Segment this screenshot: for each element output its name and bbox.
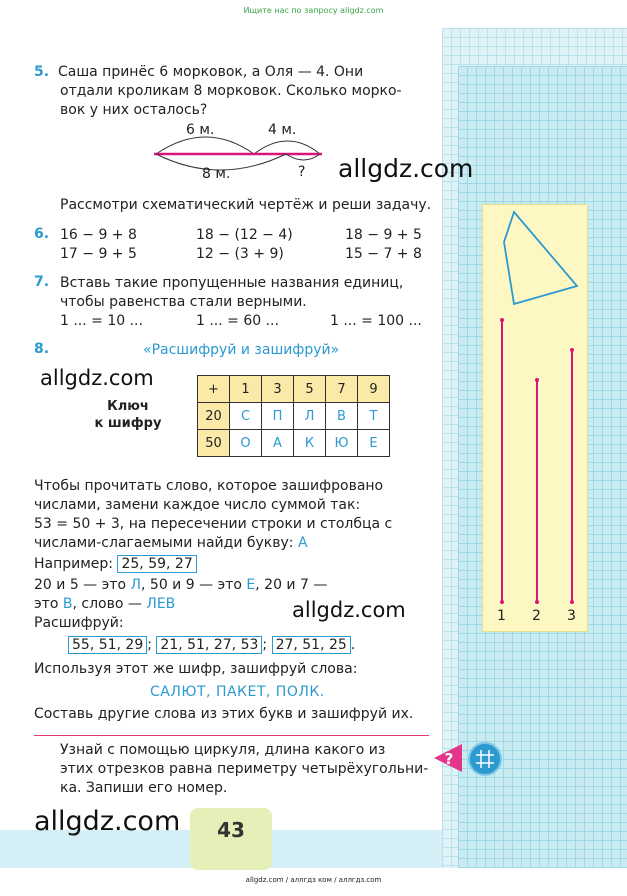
separator-line — [34, 735, 429, 736]
compose-instruction: Составь другие слова из этих букв и зашифруй их. — [34, 706, 414, 722]
task7-eq-3: 1 ... = 100 ... — [330, 313, 422, 329]
ex-letter: Л — [130, 577, 142, 593]
segments-figure — [482, 204, 588, 632]
para-line4 — [34, 534, 434, 553]
cipher-cell: 7 — [326, 376, 358, 403]
bonus-line2: этих отрезков равна периметру четырёхугольни- — [60, 761, 429, 777]
cipher-cell: 50 — [198, 430, 230, 457]
example-explanation-2 — [34, 595, 175, 614]
cipher-key-label-2: к шифру — [94, 416, 162, 431]
ex-text: 20 и 5 — это — [34, 577, 131, 593]
segment-label-3: 3 — [567, 608, 576, 624]
task6-expr-5: 12 − (3 + 9) — [196, 246, 284, 262]
cipher-cell: К — [294, 430, 326, 457]
page-number: 43 — [217, 818, 245, 842]
cipher-key-label — [74, 398, 182, 432]
cipher-cell: С — [230, 403, 262, 430]
ex-letter: В — [62, 596, 73, 612]
example-label: Например: — [34, 556, 114, 572]
bonus-line1: Узнай с помощью циркуля, длина какого из — [60, 742, 386, 758]
cipher-header-row — [198, 376, 390, 403]
task8-title: «Расшифруй и зашифруй» — [143, 342, 340, 358]
question-icon — [434, 744, 462, 772]
example-line — [34, 555, 197, 574]
code-1: 55, 51, 29 — [68, 636, 147, 654]
task7-eq-1: 1 ... = 10 ... — [60, 313, 143, 329]
decode-codes: 55, 51, 29 ; 21, 51, 27, 53 ; 27, 51, 25 . — [68, 636, 355, 655]
watermark: allgdz.com — [40, 366, 154, 390]
segment-label-1: 1 — [497, 608, 506, 624]
cipher-key-label-1: Ключ — [107, 399, 149, 414]
header-link[interactable]: Ищите нас по запросу allgdz.com — [243, 6, 384, 15]
cipher-row-20 — [198, 403, 390, 430]
bonus-line3: ка. Запиши его номер. — [60, 780, 228, 796]
cipher-cell: П — [262, 403, 294, 430]
task7-number: 7. — [34, 274, 50, 290]
footer-link[interactable]: allgdz.com / аллгдз ком / аллгдз.com — [245, 876, 382, 884]
task6-expr-2: 18 − (12 − 4) — [196, 227, 293, 243]
task6-expr-1: 16 − 9 + 8 — [60, 227, 137, 243]
watermark: allgdz.com — [338, 154, 474, 183]
diagram-label-question: ? — [298, 164, 306, 180]
task6-expr-3: 18 − 9 + 5 — [345, 227, 422, 243]
code-3: 27, 51, 25 — [272, 636, 351, 654]
task7-line1: Вставь такие пропущенные названия единиц, — [60, 275, 404, 291]
para-answer-letter: А — [297, 535, 308, 551]
task5-line3: вок у них осталось? — [60, 102, 208, 118]
ex-letter: Е — [246, 577, 256, 593]
decode-label: Расшифруй: — [34, 615, 124, 631]
task7-eq-2: 1 ... = 60 ... — [196, 313, 279, 329]
para-line2: числами, замени каждое число суммой так: — [34, 497, 361, 513]
cipher-table — [197, 375, 390, 457]
task6-expr-6: 15 − 7 + 8 — [345, 246, 422, 262]
ex-text: это — [34, 596, 63, 612]
para-line3: 53 = 50 + 3, на пересечении строки и столбца с — [34, 516, 393, 532]
cipher-row-50 — [198, 430, 390, 457]
code-2: 21, 51, 27, 53 — [156, 636, 262, 654]
encode-words: САЛЮТ, ПАКЕТ, ПОЛК. — [150, 684, 325, 700]
task5-line1: Саша принёс 6 морковок, а Оля — 4. Они — [57, 64, 364, 80]
para-line1: Чтобы прочитать слово, которое зашифровано — [34, 478, 384, 494]
task7-line2: чтобы равенства стали верными. — [60, 294, 307, 310]
cipher-cell: Т — [358, 403, 390, 430]
encode-label: Используя этот же шифр, зашифруй слова: — [34, 661, 358, 677]
diagram-label-4: 4 м. — [268, 122, 297, 138]
cipher-cell: 9 — [358, 376, 390, 403]
cipher-cell: О — [230, 430, 262, 457]
task5-number: 5. — [34, 64, 50, 80]
cipher-cell: Е — [358, 430, 390, 457]
task6-number: 6. — [34, 226, 50, 242]
cipher-cell: А — [262, 430, 294, 457]
ex-text: , 20 и 7 — — [255, 577, 328, 593]
task5-text — [34, 63, 434, 120]
ex-word: ЛЕВ — [146, 596, 176, 612]
watermark: allgdz.com — [292, 598, 406, 622]
diagram-label-8: 8 м. — [202, 166, 231, 182]
task5-instruction: Рассмотри схематический чертёж и реши задачу. — [60, 197, 432, 213]
cipher-cell: Л — [294, 403, 326, 430]
quadrilateral-shape — [504, 212, 577, 304]
svg-text:?: ? — [444, 750, 454, 768]
task5-line2: отдали кроликам 8 морковок. Сколько морко- — [60, 83, 402, 99]
example-explanation-1 — [34, 576, 327, 595]
cipher-cell: 20 — [198, 403, 230, 430]
task8-paragraph — [34, 477, 434, 553]
watermark: allgdz.com — [34, 806, 181, 837]
diagram-label-6: 6 м. — [186, 122, 215, 138]
ex-text: , 50 и 9 — это — [141, 577, 247, 593]
para-line4-text: числами-слагаемыми найди букву: — [34, 535, 298, 551]
example-code: 25, 59, 27 — [117, 555, 196, 573]
cipher-cell: 5 — [294, 376, 326, 403]
cipher-cell: + — [198, 376, 230, 403]
task6-expr-4: 17 − 9 + 5 — [60, 246, 137, 262]
cipher-cell: В — [326, 403, 358, 430]
cipher-cell: 3 — [262, 376, 294, 403]
cipher-cell: Ю — [326, 430, 358, 457]
ex-text: , слово — — [72, 596, 147, 612]
cipher-cell: 1 — [230, 376, 262, 403]
segment-label-2: 2 — [532, 608, 541, 624]
task8-number: 8. — [34, 341, 50, 357]
grid-icon — [468, 742, 502, 776]
